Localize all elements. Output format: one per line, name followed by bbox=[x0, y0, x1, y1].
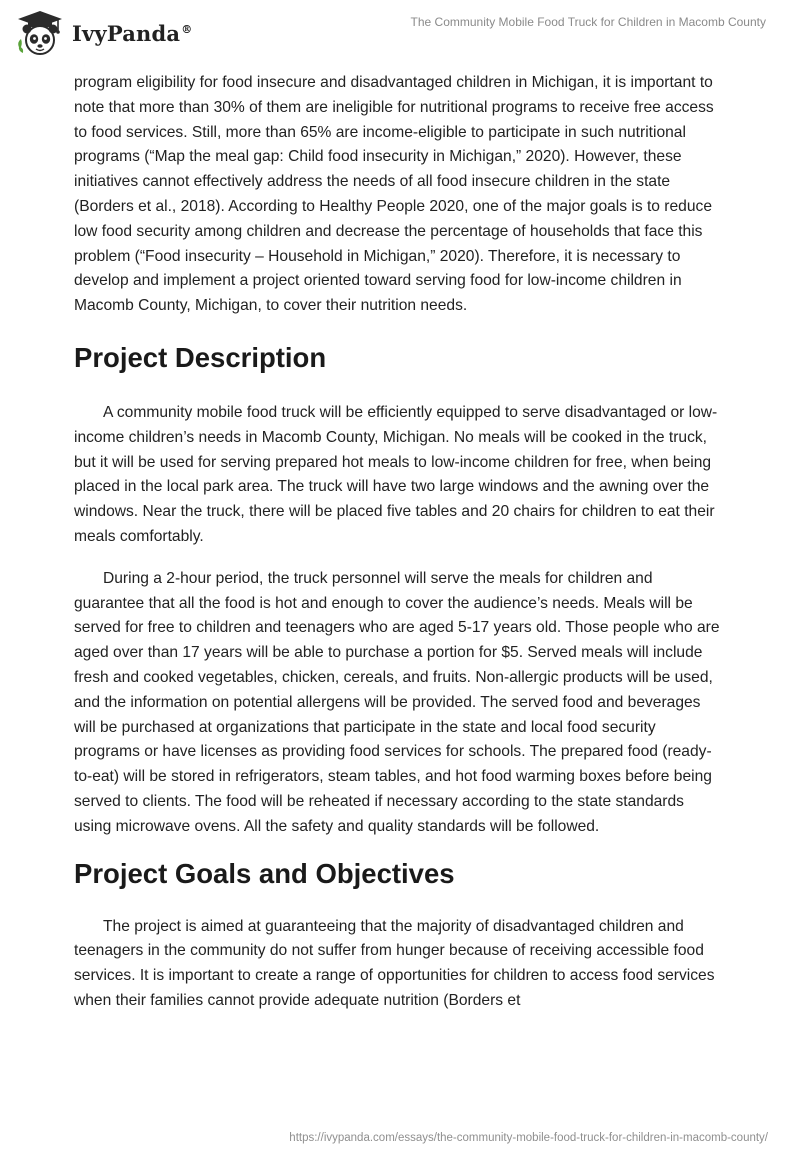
document-title: The Community Mobile Food Truck for Children in Macomb County bbox=[410, 15, 766, 29]
ivypanda-logo[interactable] bbox=[14, 8, 192, 58]
registered-mark: ® bbox=[181, 22, 193, 36]
essay-content bbox=[74, 71, 724, 1014]
brand-name-text: IvyPanda bbox=[72, 20, 181, 46]
page-header bbox=[0, 0, 800, 70]
section-heading-project-description: Project Description bbox=[74, 341, 327, 373]
intro-paragraph: program eligibility for food insecure and disadvantaged children in Michigan, it is important to note that more than 30% of them are ineligible for nutritional programs to receive free access to food services. Still, more than 65% are income-eligible to participate in such nutritional programs (“Map the meal gap: Child food insecurity in Michigan,” 2020). However, these initiatives cannot effectively address the needs of all food insecure children in the state (Borders et al., 2018). According to Healthy People 2020, one of the major goals is to reduce low food security among children and decrease the percentage of households that face this problem (“Food insecurity – Household in Michigan,” 2020). Therefore, it is necessary to develop and implement a project oriented toward serving food for low-income children in Macomb County, Michigan, to cover their nutrition needs. bbox=[74, 74, 714, 315]
brand-name bbox=[72, 21, 192, 46]
panda-graduate-icon bbox=[14, 9, 66, 57]
goals-paragraph-1: The project is aimed at guaranteeing that the majority of disadvantaged children and teenagers in the community do not suffer from hunger because of receiving accessible food services. It is important to create a range of opportunities for children to access food services when their families cannot provide adequate nutrition (Borders et bbox=[74, 917, 715, 1009]
source-url[interactable]: https://ivypanda.com/essays/the-community-mobile-food-truck-for-children-in-macomb-county/ bbox=[289, 1132, 768, 1144]
description-paragraph-2: During a 2-hour period, the truck personnel will serve the meals for children and guarantee that all the food is hot and enough to cover the audience’s needs. Meals will be served for free to children and teenagers who are aged 5-17 years old. Those people who are aged over than 17 years will be able to purchase a portion for $5. Served meals will include fresh and cooked vegetables, chicken, cereals, and fruits. Non-allergic products will be used, and the information on potential allergens will be provided. The served food and beverages will be purchased at organizations that participate in the state and local food security programs or have licenses as providing food services for schools. The prepared food (ready-to-eat) will be stored in refrigerators, steam tables, and hot food warming boxes before being served to clients. The food will be reheated if necessary according to the state standards using microwave ovens. All the safety and quality standards will be followed. bbox=[74, 569, 720, 835]
section-heading-goals-objectives: Project Goals and Objectives bbox=[74, 857, 455, 889]
description-paragraph-1: A community mobile food truck will be efficiently equipped to serve disadvantaged or low-income children’s needs in Macomb County, Michigan. No meals will be cooked in the truck, but it will be used for serving prepared hot meals to low-income children for free, when being placed in the local park area. The truck will have two large windows and the awning over the windows. Near the truck, there will be placed five tables and 20 chairs for children to eat their meals comfortably. bbox=[74, 403, 718, 545]
